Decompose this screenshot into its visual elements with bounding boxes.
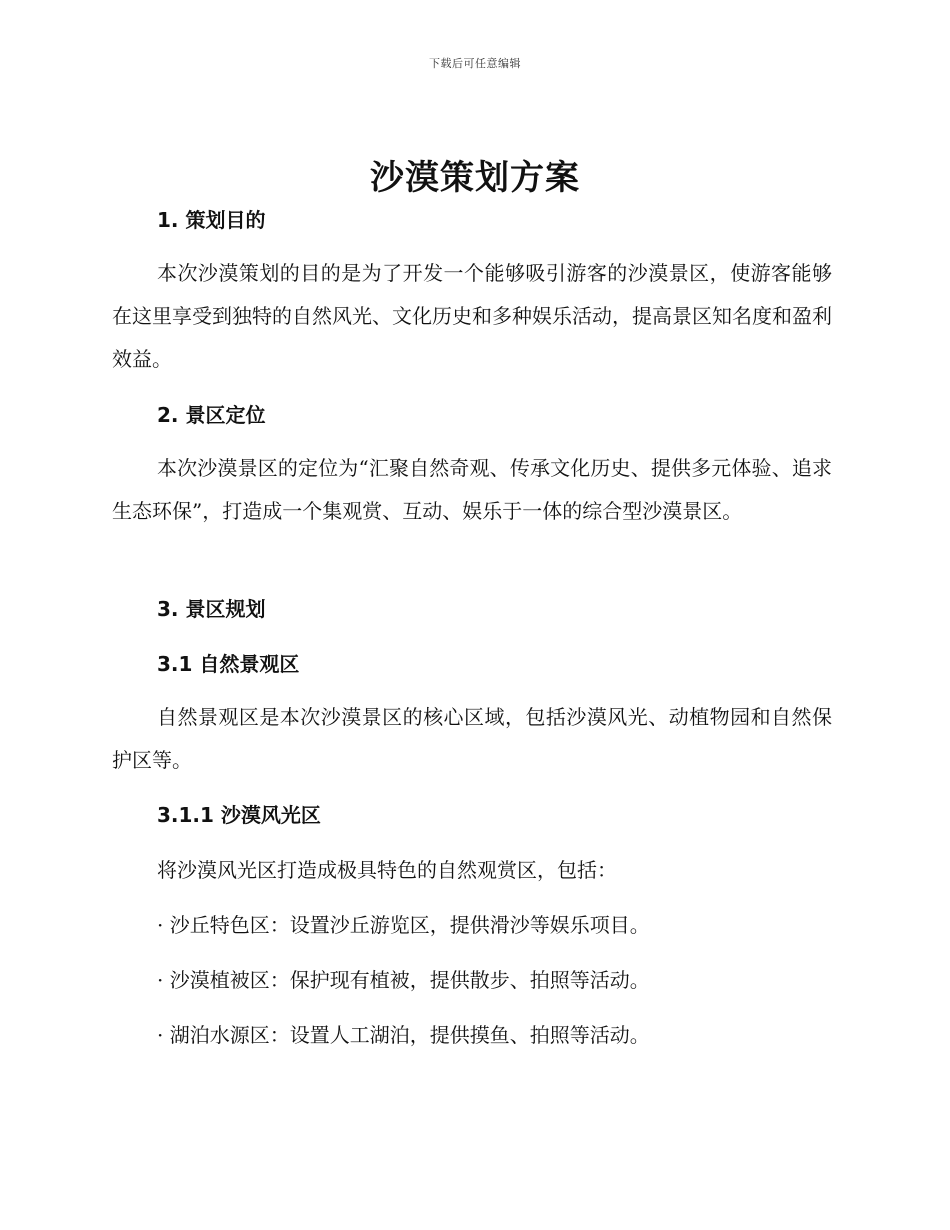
- section-heading-3-1-1: 3.1.1 沙漠风光区: [157, 803, 321, 827]
- section-intro-3-1-1: 将沙漠风光区打造成极具特色的自然观赏区，包括：: [157, 858, 617, 882]
- section-heading-3-1: 3.1 自然景观区: [157, 652, 300, 676]
- list-item: · 沙漠植被区：保护现有植被，提供散步、拍照等活动。: [157, 968, 650, 992]
- section-paragraph-3-1: 自然景观区是本次沙漠景区的核心区域，包括沙漠风光、动植物园和自然保护区等。: [112, 705, 832, 772]
- list-item: · 湖泊水源区：设置人工湖泊，提供摸鱼、拍照等活动。: [157, 1023, 650, 1047]
- section-heading-3: 3. 景区规划: [157, 597, 266, 621]
- header-note: 下载后可任意编辑: [429, 57, 521, 70]
- section-paragraph-1: 本次沙漠策划的目的是为了开发一个能够吸引游客的沙漠景区，使游客能够在这里享受到独特的自然风光、文化历史和多种娱乐活动，提高景区知名度和盈利效益。: [112, 261, 832, 371]
- list-item: · 沙丘特色区：设置沙丘游览区，提供滑沙等娱乐项目。: [157, 913, 650, 937]
- section-paragraph-2: 本次沙漠景区的定位为“汇聚自然奇观、传承文化历史、提供多元体验、追求生态环保”，打造成一个集观赏、互动、娱乐于一体的综合型沙漠景区。: [112, 456, 832, 523]
- section-heading-2: 2. 景区定位: [157, 403, 266, 427]
- section-heading-1: 1. 策划目的: [157, 208, 266, 232]
- page-title: 沙漠策划方案: [370, 158, 580, 198]
